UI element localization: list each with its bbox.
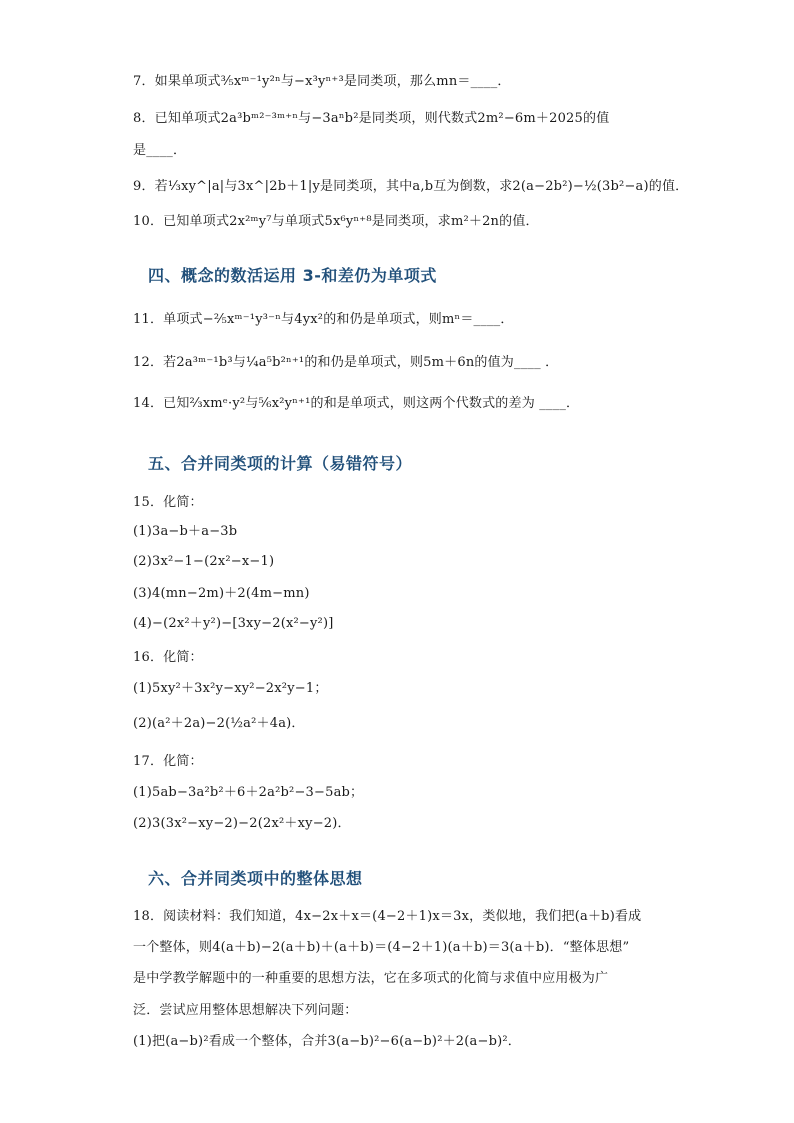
question-17: 17．化简： <box>133 754 203 769</box>
question-18-line-1: 18．阅读材料：我们知道，4x−2x＋x＝(4−2＋1)x＝3x，类似地，我们把(a＋b)看成 <box>133 909 642 924</box>
question-15-part-1: (1)3a−b＋a−3b <box>133 524 238 539</box>
question-14: 14．已知²⁄₃xmᵉ·y²与⁵⁄₆x²yⁿ⁺¹的和是单项式，则这两个代数式的差为 ____． <box>133 396 580 411</box>
question-16-part-2: (2)(a²＋2a)−2(½a²＋4a)． <box>133 716 305 731</box>
question-9: 9．若¹⁄₃xy^|a|与3x^|2b＋1|y是同类项，其中a,b互为倒数，求2(a−2b²)−½(3b²−a)的值． <box>133 179 689 194</box>
question-18-line-3: 是中学教学解题中的一种重要的思想方法，它在多项式的化简与求值中应用极为广 <box>133 971 609 986</box>
question-15-part-4: (4)−(2x²＋y²)−[3xy−2(x²−y²)] <box>133 616 334 631</box>
question-8-line-1: 8．已知单项式2a³bᵐ²⁻³ᵐ⁺ⁿ与−3aⁿb²是同类项，则代数式2m²−6m＋2025的值 <box>133 111 610 126</box>
question-17-part-2: (2)3(3x²−xy−2)−2(2x²＋xy−2)． <box>133 816 351 831</box>
question-11: 11．单项式−²⁄₅xᵐ⁻¹y³⁻ⁿ与4yx²的和仍是单项式，则mⁿ＝____． <box>133 312 514 327</box>
question-12: 12．若2a³ᵐ⁻¹b³与¼a⁵b²ⁿ⁺¹的和仍是单项式，则5m＋6n的值为____ ． <box>133 355 559 370</box>
section-heading-5: 五、合并同类项的计算（易错符号） <box>148 454 413 473</box>
question-15: 15．化简： <box>133 495 203 510</box>
section-heading-6: 六、合并同类项中的整体思想 <box>148 869 363 888</box>
question-18-line-4: 泛．尝试应用整体思想解决下列问题： <box>133 1003 358 1018</box>
question-7: 7．如果单项式³⁄₅xᵐ⁻¹y²ⁿ与−x³yⁿ⁺³是同类项，那么mn＝____． <box>133 74 511 89</box>
question-16: 16．化简： <box>133 650 203 665</box>
question-17-part-1: (1)5ab−3a²b²＋6＋2a²b²−3−5ab； <box>133 785 364 800</box>
question-15-part-2: (2)3x²−1−(2x²−x−1) <box>133 554 275 569</box>
question-18-line-2: 一个整体，则4(a＋b)−2(a＋b)＋(a＋b)＝(4−2＋1)(a＋b)＝3(a＋b)．“整体思想” <box>133 940 630 955</box>
question-8-line-2: 是____． <box>133 143 187 158</box>
question-18-part-1: (1)把(a−b)²看成一个整体，合并3(a−b)²−6(a−b)²＋2(a−b)²． <box>133 1034 521 1049</box>
question-15-part-3: (3)4(mn−2m)＋2(4m−mn) <box>133 586 310 601</box>
question-16-part-1: (1)5xy²＋3x²y−xy²−2x²y−1； <box>133 681 328 696</box>
question-10: 10．已知单项式2x²ᵐy⁷与单项式5x⁶yⁿ⁺⁸是同类项，求m²＋2n的值． <box>133 214 539 229</box>
section-heading-4: 四、概念的数活运用 3-和差仍为单项式 <box>148 266 437 285</box>
